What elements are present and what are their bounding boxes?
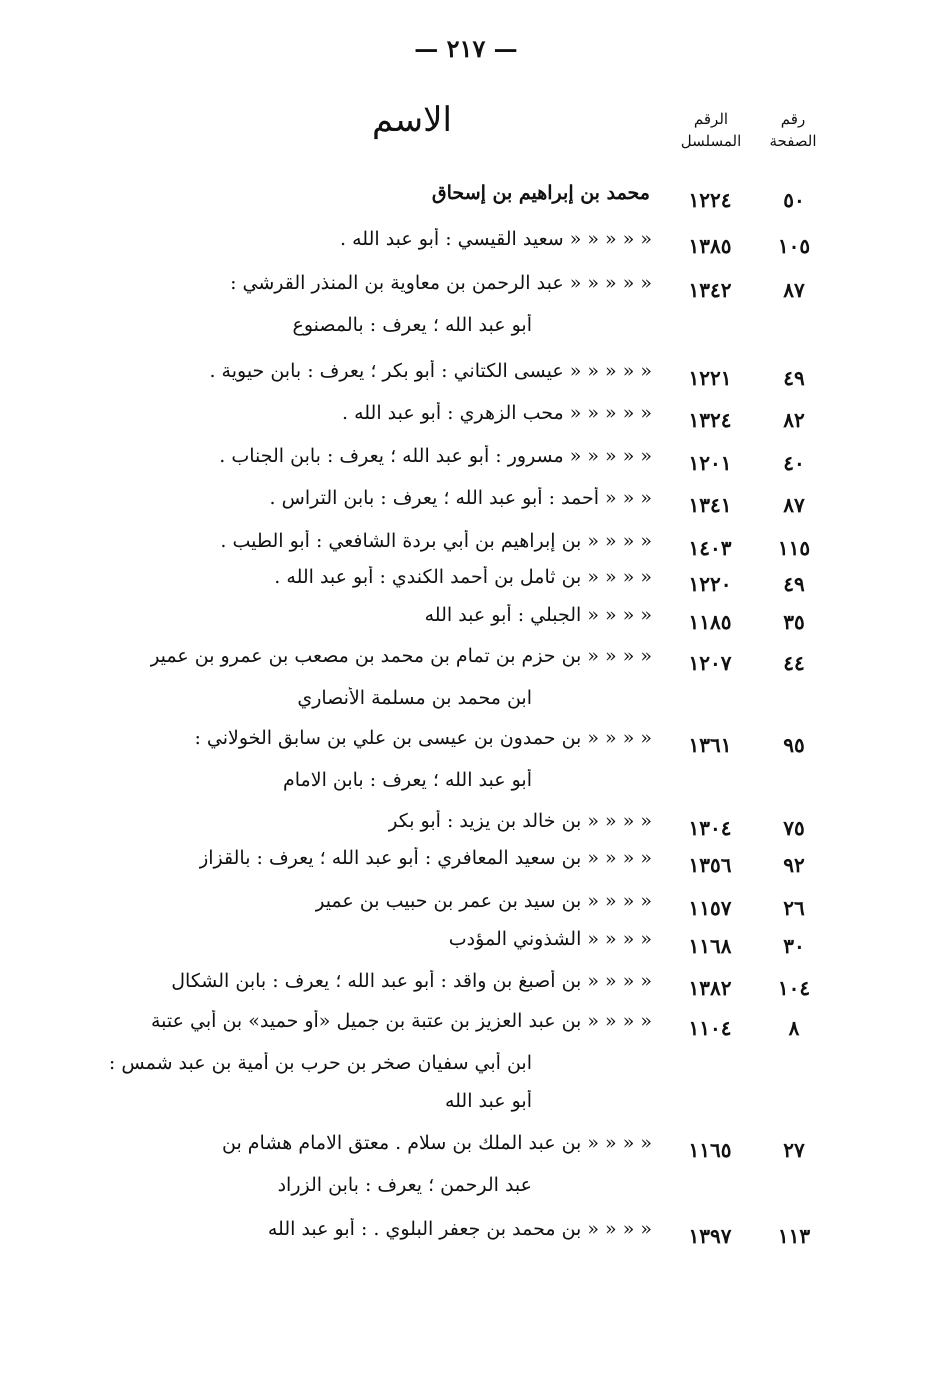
page-number: — ٢١٧ — bbox=[414, 34, 518, 63]
entry-12 bbox=[0, 725, 932, 791]
entry-serial: ١٣٤١ bbox=[688, 493, 732, 517]
entry-18 bbox=[0, 1008, 932, 1112]
entry-serial: ١٣٩٧ bbox=[688, 1224, 732, 1248]
header-serial: الرقم المسلسل bbox=[680, 110, 742, 150]
entry-13 bbox=[0, 808, 932, 848]
entry-page: ٨ bbox=[788, 1016, 800, 1040]
entry-9 bbox=[0, 564, 932, 604]
entry-16 bbox=[0, 926, 932, 966]
entry-page: ٧٥ bbox=[783, 816, 805, 840]
entry-page: ٨٧ bbox=[783, 278, 805, 302]
entry-15 bbox=[0, 888, 932, 928]
entry-10 bbox=[0, 602, 932, 642]
entry-serial: ١١٦٨ bbox=[688, 934, 732, 958]
entry-17 bbox=[0, 968, 932, 1008]
entry-name: « « « « الشذوني المؤدب bbox=[448, 928, 652, 950]
entry-serial: ١٢٠١ bbox=[688, 451, 732, 475]
entry-14 bbox=[0, 845, 932, 885]
entry-20 bbox=[0, 1216, 932, 1256]
entry-1 bbox=[0, 180, 932, 220]
entry-name: « « « « بن حزم بن تمام بن محمد بن مصعب بن عمرو بن عمير bbox=[150, 645, 652, 667]
entry-name: « « « « بن ثامل بن أحمد الكندي : أبو عبد الله . bbox=[274, 566, 652, 588]
entry-serial: ١٤٠٣ bbox=[688, 536, 732, 560]
entry-continuation: عبد الرحمن ؛ يعرف : بابن الزراد bbox=[277, 1174, 532, 1196]
entry-name: « « « « بن عبد الملك بن سلام . معتق الامام هشام بن bbox=[221, 1132, 652, 1154]
entry-serial: ١٣٨٥ bbox=[688, 234, 732, 258]
entry-serial: ١١٠٤ bbox=[688, 1016, 732, 1040]
entry-page: ٨٧ bbox=[783, 493, 805, 517]
entry-serial: ١٣٦١ bbox=[688, 733, 732, 757]
entry-3 bbox=[0, 270, 932, 336]
entry-19 bbox=[0, 1130, 932, 1196]
entry-page: ٤٠ bbox=[783, 451, 805, 475]
entry-page: ١١٣ bbox=[777, 1224, 811, 1248]
entry-serial: ١٣٨٢ bbox=[688, 976, 732, 1000]
entry-name: « « « أحمد : أبو عبد الله ؛ يعرف : بابن التراس . bbox=[269, 487, 652, 509]
entry-name: محمد بن إبراهيم بن إسحاق bbox=[431, 182, 650, 204]
entry-name: « « « « بن محمد بن جعفر البلوي . : أبو عبد الله bbox=[267, 1218, 652, 1240]
header-page: رقم الصفحة bbox=[769, 110, 817, 150]
entry-name: « « « « « محب الزهري : أبو عبد الله . bbox=[342, 402, 652, 424]
entry-page: ٤٤ bbox=[783, 651, 805, 675]
entry-page: ٢٦ bbox=[783, 896, 805, 920]
entry-name: « « « « الجبلي : أبو عبد الله bbox=[424, 604, 652, 626]
entry-name: « « « « بن أصبغ بن واقد : أبو عبد الله ؛ يعرف : بابن الشكال bbox=[171, 970, 652, 992]
entry-name: « « « « بن عبد العزيز بن عتبة بن جميل «أو حميد» بن أبي عتبة bbox=[150, 1010, 652, 1032]
entry-continuation: ابن محمد بن مسلمة الأنصاري bbox=[297, 687, 532, 709]
entry-continuation: أبو عبد الله ؛ يعرف : بالمصنوع bbox=[292, 314, 532, 336]
entry-page: ٥٠ bbox=[783, 188, 805, 212]
entry-name: « « « « « سعيد القيسي : أبو عبد الله . bbox=[340, 228, 652, 250]
entry-page: ٢٧ bbox=[783, 1138, 805, 1162]
entry-continuation: أبو عبد الله ؛ يعرف : بابن الامام bbox=[283, 769, 532, 791]
entry-serial: ١٢٢٠ bbox=[688, 572, 732, 596]
entry-name: « « « « بن سيد بن عمر بن حبيب بن عمير bbox=[315, 890, 652, 912]
entry-page: ١١٥ bbox=[777, 536, 811, 560]
entry-serial: ١١٥٧ bbox=[688, 896, 732, 920]
entry-name: « « « « « عبد الرحمن بن معاوية بن المنذر القرشي : bbox=[230, 272, 652, 294]
entry-serial: ١٣٤٢ bbox=[688, 278, 732, 302]
entry-serial: ١٢٢٤ bbox=[688, 188, 732, 212]
entry-serial: ١٢٢١ bbox=[688, 366, 732, 390]
entry-serial: ١٢٠٧ bbox=[688, 651, 732, 675]
entry-name: « « « « بن حمدون بن عيسى بن علي بن سابق الخولاني : bbox=[194, 727, 652, 749]
entry-page: ٤٩ bbox=[783, 572, 805, 596]
entry-name: « « « « بن سعيد المعافري : أبو عبد الله ؛ يعرف : بالقزاز bbox=[199, 847, 652, 869]
entry-serial: ١١٦٥ bbox=[688, 1138, 732, 1162]
entry-continuation: ابن أبي سفيان صخر بن حرب بن أمية بن عبد شمس : bbox=[108, 1052, 532, 1074]
entry-serial: ١١٨٥ bbox=[688, 610, 732, 634]
entry-page: ٤٩ bbox=[783, 366, 805, 390]
entry-page: ٨٢ bbox=[783, 408, 805, 432]
entry-name: « « « « « مسرور : أبو عبد الله ؛ يعرف : بابن الجناب . bbox=[219, 445, 652, 467]
entry-6 bbox=[0, 443, 932, 483]
entry-11 bbox=[0, 643, 932, 709]
entry-page: ٩٥ bbox=[783, 733, 805, 757]
entry-serial: ١٣٥٦ bbox=[688, 853, 732, 877]
entry-page: ٣٥ bbox=[783, 610, 805, 634]
entry-2 bbox=[0, 226, 932, 266]
entry-page: ١٠٤ bbox=[777, 976, 811, 1000]
entry-8 bbox=[0, 528, 932, 568]
entry-page: ١٠٥ bbox=[777, 234, 811, 258]
entry-4 bbox=[0, 358, 932, 398]
entry-name: « « « « بن إبراهيم بن أبي بردة الشافعي : أبو الطيب . bbox=[220, 530, 652, 552]
entry-serial: ١٣٠٤ bbox=[688, 816, 732, 840]
entry-5 bbox=[0, 400, 932, 440]
entry-name: « « « « بن خالد بن يزيد : أبو بكر bbox=[388, 810, 652, 832]
entry-7 bbox=[0, 485, 932, 525]
header-name: الاسم bbox=[372, 100, 452, 140]
entry-continuation-2: أبو عبد الله bbox=[444, 1090, 532, 1112]
entry-serial: ١٣٢٤ bbox=[688, 408, 732, 432]
entry-page: ٣٠ bbox=[783, 934, 805, 958]
entry-name: « « « « « عيسى الكتاني : أبو بكر ؛ يعرف : بابن حيوية . bbox=[209, 360, 652, 382]
entry-page: ٩٢ bbox=[783, 853, 805, 877]
